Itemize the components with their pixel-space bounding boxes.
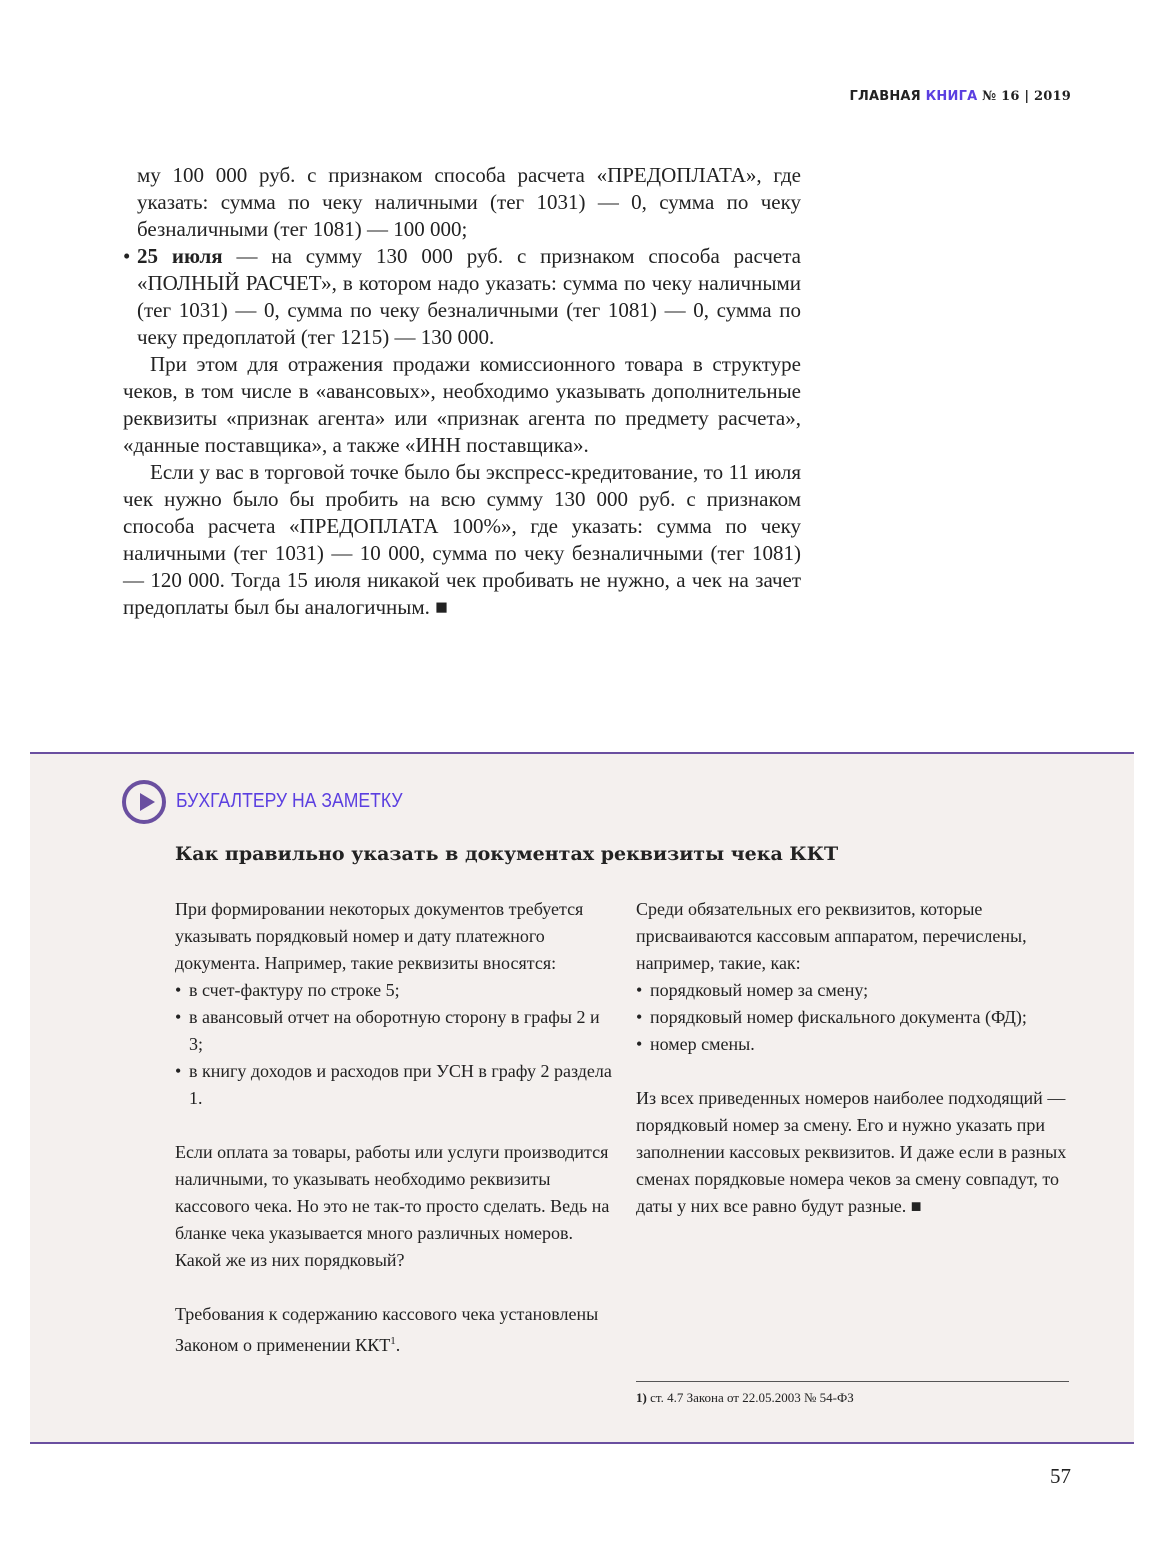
list-item: [123, 162, 801, 243]
sidebar-note-box: [30, 752, 1134, 1444]
list-item-date: 25 июля: [137, 244, 223, 268]
paragraph: Если оплата за товары, работы или услуги производится наличными, то указывать необходимо реквизиты кассового чека. Но это не так-то просто сделать. Ведь на бланке чека указывается много различных номеров. Какой же из них порядковый?: [175, 1142, 610, 1270]
paragraph: При этом для отражения продажи комиссионного товара в структуре чеков, в том числе в «авансовых», необходимо указывать дополнительные реквизиты «признак агента» или «признак агента по предмету расчета», «данные поставщика», а также «ИНН поставщика».: [123, 352, 801, 457]
footnote-ref[interactable]: 1: [390, 1335, 396, 1347]
brand-part-1: ГЛАВНАЯ: [849, 89, 921, 104]
page-number: 57: [1050, 1464, 1071, 1488]
main-text: [123, 162, 801, 621]
list-item: • в книгу доходов и расходов при УСН в графу 2 раздела 1.: [175, 1061, 612, 1108]
note-right-column: [636, 896, 1072, 1247]
note-rubric: БУХГАЛТЕРУ НА ЗАМЕТКУ: [176, 790, 403, 812]
list-item-text: в авансовый отчет на оборотную сторону в графы 2 и 3;: [189, 1007, 600, 1054]
paragraph: Среди обязательных его реквизитов, которые присваиваются кассовым аппаратом, перечислены, например, такие, как:: [636, 899, 1027, 973]
paragraph-end: .: [395, 1335, 401, 1355]
list-item-text: порядковый номер фискального документа (ФД);: [650, 1007, 1027, 1027]
list-item: • порядковый номер за смену;: [636, 980, 869, 1000]
list-item: • порядковый номер фискального документа (ФД);: [636, 1007, 1027, 1027]
list-item-text: порядковый номер за смену;: [650, 980, 869, 1000]
list-item: • в счет-фактуру по строке 5;: [175, 980, 400, 1000]
paragraph: При формировании некоторых документов требуется указывать порядковый номер и дату платежного документа. Например, такие реквизиты вносятся:: [175, 899, 584, 973]
paragraph: Из всех приведенных номеров наиболее подходящий — порядковый номер за смену. Его и нужно указать при заполнении кассовых реквизитов. И даже если в разных сменах порядковые номера чеков за смену совпадут, то даты у них все равно будут разные. ■: [636, 1088, 1067, 1216]
list-item-text: — на сумму 130 000 руб. с признаком способа расчета «ПОЛНЫЙ РАСЧЕТ», в котором надо указать: сумма по чеку наличными (тег 1031) — 0, сумма по чеку безналичными (тег 1081) — 0, сумма по чеку предоплатой (тег 1215) — 130 000.: [137, 244, 801, 349]
brand-part-2: КНИГА: [925, 89, 978, 104]
footnote: [636, 1390, 854, 1406]
issue-number: № 16 | 2019: [982, 89, 1071, 104]
list-item-text: в книгу доходов и расходов при УСН в графу 2 раздела 1.: [189, 1061, 612, 1108]
bullet: •: [123, 244, 131, 268]
list-item: • в авансовый отчет на оборотную сторону в графы 2 и 3;: [175, 1007, 600, 1054]
note-title: Как правильно указать в документах реквизиты чека ККТ: [175, 843, 839, 865]
list-item: • номер смены.: [636, 1034, 755, 1054]
running-header: [849, 89, 1071, 104]
list-item-text: в счет-фактуру по строке 5;: [189, 980, 400, 1000]
note-left-column: [175, 896, 615, 1386]
paragraph: [175, 1301, 615, 1359]
list-item-text: номер смены.: [650, 1034, 755, 1054]
play-icon: [122, 780, 166, 824]
list-item-text: му 100 000 руб. с признаком способа расчета «ПРЕДОПЛАТА», где указать: сумма по чеку наличными (тег 1031) — 0, сумма по чеку безналичными (тег 1081) — 100 000;: [137, 163, 801, 241]
paragraph: Если у вас в торговой точке было бы экспресс-кредитование, то 11 июля чек нужно было бы пробить на всю сумму 130 000 руб. с признаком способа расчета «ПРЕДОПЛАТА 100%», где указать: сумма по чеку наличными (тег 1031) — 10 000, сумма по чеку безналичными (тег 1081) — 120 000. Тогда 15 июля никакой чек пробивать не нужно, а чек на зачет предоплаты был бы аналогичным. ■: [123, 460, 801, 619]
list-item: [123, 243, 801, 351]
footnote-divider: [636, 1381, 1069, 1382]
paragraph-text: Требования к содержанию кассового чека установлены Законом о применении ККТ: [175, 1304, 599, 1355]
footnote-text: ст. 4.7 Закона от 22.05.2003 № 54-ФЗ: [646, 1390, 854, 1405]
footnote-number: 1): [636, 1390, 647, 1405]
